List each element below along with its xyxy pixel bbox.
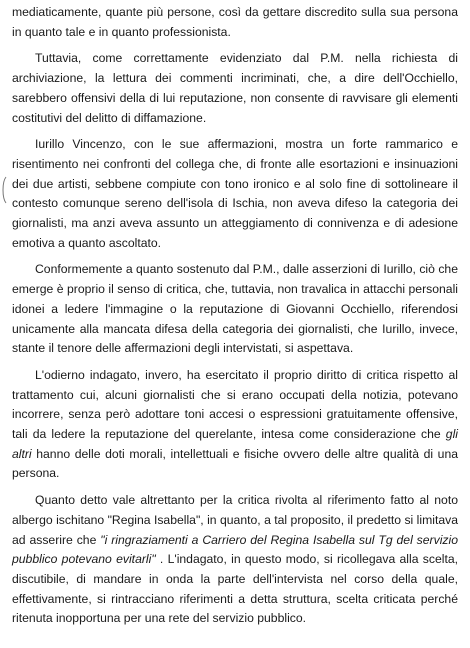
paragraph-6-text-before: Quanto detto vale altrettanto per la critica rivolta al riferimento fatto al noto albergo ischitano "Regina Isabella", in quanto, a tal proposito, il predetto si limitava ad asserire che <box>12 493 458 547</box>
paragraph-6 <box>12 491 458 629</box>
paragraph-4: Conformemente a quanto sostenuto dal P.M., dalle asserzioni di Iurillo, ciò che emerge è proprio il senso di critica, che, tuttavia, non travalica in attacchi personali idonei a ledere l'immagine o la reputazione di Giovanni Occhiello, riferendosi unicamente alla mancata difesa della categoria dei giornalisti, che Iurillo, invece, stante il tenore delle affermazioni degli intervistati, si aspettava. <box>12 262 458 356</box>
paragraph-5-text-after: hanno delle doti morali, intellettuali e fisiche ovvero delle altre qualità di una persona. <box>12 446 458 481</box>
scan-margin-mark <box>1 176 7 204</box>
paragraph-1: mediaticamente, quante più persone, così da gettare discredito sulla sua persona in quanto tale e in quanto professionista. <box>12 5 458 39</box>
paragraph-3: Iurillo Vincenzo, con le sue affermazioni, mostra un forte rammarico e risentimento nei confronti del collega che, di fronte alle esortazioni e insinuazioni dei due artisti, sebbene compiute con tono ironico e al solo fine di sottolineare il contesto comunque sereno dell'isola di Ischia, non aveva difeso la categoria dei giornalisti, ma anzi aveva assunto un atteggiamento di connivenza e di adesione emotiva a quanto ascoltato. <box>12 137 458 250</box>
paragraph-5 <box>12 366 458 484</box>
paragraph-6-text-after: . L'indagato, in questo modo, si ricollegava alla scelta, discutibile, di mandare in onda la parte dell'intervista nel corso della quale, effettivamente, si rintracciano riferimenti a detta struttura, scelta criticata perché ritenuta inopportuna per una rete del servizio pubblico. <box>12 552 458 626</box>
paragraph-6-italic-quote: "i ringraziamenti a Carriero del Regina Isabella sul Tg del servizio pubblico potevano evitarli" <box>12 532 458 567</box>
paragraph-5-italic: gli altri <box>12 427 458 461</box>
paragraph-5-text-before: L'odierno indagato, invero, ha esercitato il proprio diritto di critica rispetto al trattamento cui, alcuni giornalisti che si erano occupati della notizia, potevano incorrere, senza però adottare toni accesi o espressioni gratuitamente offensive, tali da ledere la reputazione del querelante, intesa come considerazione che <box>12 367 458 442</box>
paragraph-2: Tuttavia, come correttamente evidenziato dal P.M. nella richiesta di archiviazione, la lettura dei commenti incriminati, che, a dire dell'Occhiello, sarebbero offensivi della di lui reputazione, non consente di ravvisare gli elementi costitutivi del delitto di diffamazione. <box>12 51 458 125</box>
